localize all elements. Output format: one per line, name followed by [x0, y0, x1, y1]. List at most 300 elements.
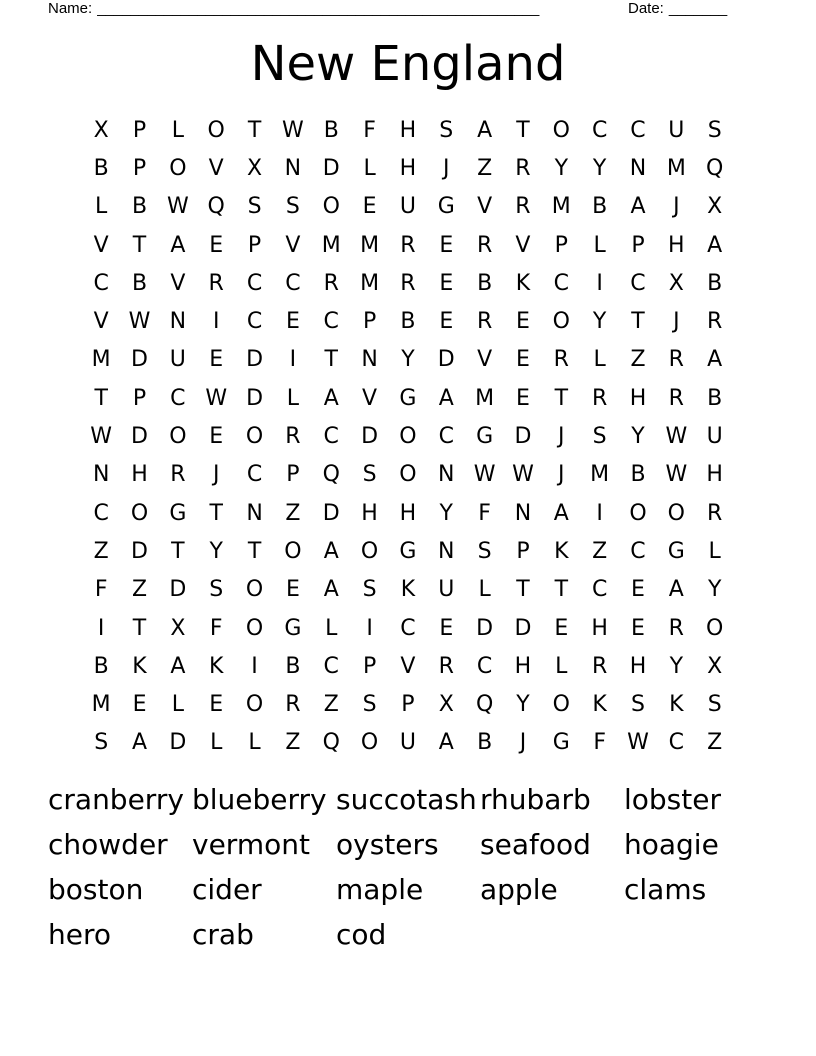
grid-letter: B: [400, 309, 416, 335]
grid-letter: H: [514, 653, 532, 679]
grid-letter: G: [399, 385, 417, 411]
grid-letter: S: [631, 692, 645, 718]
grid-letter: T: [132, 232, 147, 258]
grid-letter: B: [131, 194, 148, 220]
grid-letter: C: [246, 270, 263, 296]
grid-letter: T: [324, 347, 338, 373]
grid-letter: O: [130, 500, 149, 526]
grid-letter: E: [631, 577, 645, 603]
grid-letter: D: [514, 615, 532, 641]
grid-letter: I: [251, 653, 258, 679]
grid-letter: Z: [323, 692, 339, 718]
grid-letter: D: [131, 347, 148, 373]
grid-letter: U: [399, 194, 416, 220]
word-bank-item: oysters: [336, 828, 439, 861]
grid-letter: W: [473, 462, 496, 488]
grid-letter: K: [592, 692, 607, 718]
grid-letter: W: [205, 385, 228, 411]
word-bank-item: vermont: [192, 828, 310, 861]
grid-letter: D: [169, 730, 187, 756]
grid-letter: T: [94, 385, 108, 411]
grid-letter: L: [95, 194, 108, 220]
grid-letter: A: [323, 577, 339, 603]
grid-letter: B: [323, 117, 339, 143]
grid-letter: E: [439, 270, 454, 296]
grid-letter: B: [592, 194, 608, 220]
grid-letter: H: [399, 155, 417, 181]
grid-letter: C: [400, 615, 416, 641]
grid-letter: J: [558, 424, 565, 450]
grid-letter: A: [170, 232, 186, 258]
word-bank-item: crab: [192, 918, 254, 951]
grid-letter: E: [285, 577, 300, 603]
grid-letter: E: [209, 692, 224, 718]
grid-letter: E: [516, 385, 530, 411]
grid-letter: L: [171, 692, 184, 718]
grid-letter: M: [91, 347, 111, 373]
grid-letter: D: [322, 155, 340, 181]
grid-letter: J: [558, 462, 565, 488]
grid-letter: Q: [475, 692, 494, 718]
grid-letter: A: [323, 385, 339, 411]
grid-letter: Y: [669, 653, 684, 679]
grid-letter: H: [629, 653, 647, 679]
name-blank: _____________________________________________________: [97, 0, 540, 17]
grid-letter: X: [668, 270, 684, 296]
grid-letter: Z: [477, 155, 493, 181]
grid-letter: T: [516, 117, 530, 143]
grid-letter: N: [169, 309, 187, 335]
grid-letter: L: [286, 385, 300, 411]
word-bank-item: cider: [192, 873, 262, 906]
grid-letter: R: [400, 270, 416, 296]
grid-letter: P: [362, 309, 377, 335]
grid-letter: T: [516, 577, 530, 603]
grid-letter: O: [284, 538, 302, 564]
grid-letter: G: [552, 730, 570, 756]
grid-letter: E: [516, 347, 530, 373]
grid-letter: V: [362, 385, 378, 411]
grid-letter: H: [361, 500, 378, 526]
grid-letter: G: [169, 500, 187, 526]
grid-letter: M: [321, 232, 341, 258]
grid-letter: C: [553, 270, 569, 296]
grid-letter: V: [208, 155, 224, 181]
grid-letter: S: [362, 462, 377, 488]
grid-letter: M: [551, 194, 571, 220]
grid-letter: P: [554, 232, 568, 258]
grid-letter: L: [363, 155, 376, 181]
grid-letter: O: [207, 117, 225, 143]
grid-letter: K: [515, 270, 531, 296]
grid-letter: D: [476, 615, 494, 641]
grid-letter: I: [596, 270, 603, 296]
grid-letter: R: [553, 347, 569, 373]
grid-letter: O: [245, 424, 264, 450]
grid-letter: R: [668, 347, 684, 373]
grid-letter: C: [668, 730, 685, 756]
grid-letter: E: [439, 232, 454, 258]
grid-letter: M: [91, 692, 111, 718]
grid-letter: O: [245, 692, 264, 718]
grid-letter: G: [667, 538, 685, 564]
grid-letter: O: [552, 692, 570, 718]
grid-letter: C: [323, 309, 339, 335]
grid-letter: S: [362, 692, 377, 718]
grid-letter: A: [477, 117, 493, 143]
grid-letter: Z: [131, 577, 148, 603]
grid-letter: X: [247, 155, 263, 181]
grid-letter: W: [665, 424, 688, 450]
grid-letter: O: [399, 462, 417, 488]
grid-letter: C: [93, 270, 109, 296]
grid-letter: E: [285, 309, 300, 335]
grid-letter: R: [438, 653, 454, 679]
word-bank-item: succotash: [336, 783, 477, 816]
grid-letter: I: [97, 615, 105, 641]
word-bank: [48, 777, 768, 957]
grid-letter: B: [707, 385, 723, 411]
grid-letter: Y: [209, 538, 223, 564]
grid-letter: O: [169, 424, 187, 450]
grid-letter: E: [516, 309, 530, 335]
grid-letter: T: [209, 500, 223, 526]
grid-letter: Q: [322, 730, 340, 756]
grid-letter: L: [478, 577, 491, 603]
grid-letter: S: [209, 577, 224, 603]
grid-letter: U: [706, 424, 723, 450]
word-bank-item: cod: [336, 918, 387, 951]
name-field: [48, 0, 539, 18]
grid-letter: B: [707, 270, 723, 296]
grid-letter: U: [668, 117, 685, 143]
grid-letter: A: [553, 500, 569, 526]
grid-letter: S: [94, 730, 109, 756]
grid-letter: C: [170, 385, 186, 411]
grid-letter: Q: [207, 194, 225, 220]
word-bank-item: boston: [48, 873, 144, 906]
grid-letter: B: [285, 653, 301, 679]
grid-letter: O: [552, 117, 570, 143]
grid-letter: R: [515, 155, 531, 181]
grid-letter: Z: [592, 538, 608, 564]
grid-letter: N: [438, 538, 455, 564]
grid-letter: Y: [554, 155, 569, 181]
grid-letter: C: [285, 270, 301, 296]
grid-letter: L: [708, 538, 721, 564]
grid-letter: R: [476, 232, 493, 258]
grid-letter: R: [476, 309, 493, 335]
grid-letter: Z: [93, 538, 109, 564]
grid-letter: X: [707, 653, 723, 679]
grid-letter: A: [131, 730, 148, 756]
word-search-grid: [82, 111, 734, 763]
grid-letter: I: [596, 500, 603, 526]
grid-letter: C: [630, 538, 646, 564]
grid-letter: L: [325, 615, 338, 641]
grid-letter: D: [131, 424, 148, 450]
grid-letter: Y: [592, 155, 607, 181]
grid-letter: J: [212, 462, 220, 488]
grid-letter: S: [362, 577, 377, 603]
grid-letter: L: [593, 232, 606, 258]
grid-letter: T: [554, 385, 569, 411]
grid-letter: A: [170, 653, 186, 679]
grid-letter: O: [169, 155, 187, 181]
grid-letter: Y: [401, 347, 415, 373]
grid-letter: I: [212, 309, 220, 335]
grid-letter: G: [476, 424, 494, 450]
grid-letter: C: [323, 424, 339, 450]
grid-letter: F: [478, 500, 491, 526]
grid-letter: D: [246, 347, 264, 373]
grid-letter: G: [284, 615, 302, 641]
grid-letter: Q: [322, 462, 340, 488]
grid-letter: B: [630, 462, 646, 488]
grid-letter: E: [132, 692, 147, 718]
grid-letter: C: [93, 500, 109, 526]
grid-letter: V: [477, 347, 493, 373]
grid-letter: H: [399, 500, 417, 526]
grid-letter: O: [552, 309, 570, 335]
grid-letter: H: [399, 117, 417, 143]
grid-letter: F: [209, 615, 223, 641]
word-bank-item: rhubarb: [480, 783, 591, 816]
grid-letter: A: [630, 194, 646, 220]
grid-letter: M: [590, 462, 610, 488]
grid-letter: R: [668, 385, 684, 411]
header-fields: [48, 0, 748, 20]
grid-letter: B: [131, 270, 148, 296]
word-bank-item: hero: [48, 918, 111, 951]
grid-letter: R: [208, 270, 224, 296]
grid-letter: U: [399, 730, 416, 756]
grid-letter: P: [132, 155, 147, 181]
grid-letter: G: [399, 538, 417, 564]
grid-letter: E: [631, 615, 645, 641]
grid-letter: T: [132, 615, 147, 641]
grid-letter: Q: [706, 155, 724, 181]
grid-letter: H: [706, 462, 723, 488]
grid-letter: B: [93, 653, 109, 679]
grid-letter: S: [707, 692, 722, 718]
grid-letter: W: [627, 730, 649, 756]
grid-letter: J: [673, 194, 680, 220]
grid-letter: T: [171, 538, 185, 564]
word-bank-item: chowder: [48, 828, 168, 861]
grid-letter: R: [285, 692, 301, 718]
grid-letter: E: [209, 424, 224, 450]
grid-letter: I: [289, 347, 297, 373]
grid-letter: H: [668, 232, 685, 258]
grid-letter: O: [360, 730, 379, 756]
grid-letter: F: [94, 577, 108, 603]
grid-letter: R: [400, 232, 416, 258]
grid-letter: C: [246, 462, 263, 488]
grid-letter: Y: [439, 500, 453, 526]
word-bank-item: apple: [480, 873, 558, 906]
grid-letter: R: [707, 500, 723, 526]
grid-letter: R: [285, 424, 301, 450]
grid-letter: Z: [285, 500, 301, 526]
grid-letter: B: [477, 270, 493, 296]
grid-letter: G: [437, 194, 455, 220]
grid-letter: D: [322, 500, 340, 526]
grid-letter: H: [131, 462, 148, 488]
grid-letter: V: [400, 653, 416, 679]
grid-letter: P: [286, 462, 300, 488]
grid-letter: F: [593, 730, 606, 756]
grid-letter: C: [438, 424, 454, 450]
grid-letter: L: [593, 347, 606, 373]
grid-letter: Z: [285, 730, 301, 756]
grid-letter: D: [514, 424, 532, 450]
page-title: New England: [250, 36, 566, 92]
grid-letter: T: [247, 117, 262, 143]
grid-letter: S: [477, 538, 492, 564]
grid-letter: V: [93, 232, 109, 258]
grid-letter: E: [362, 194, 377, 220]
grid-letter: N: [284, 155, 302, 181]
grid-letter: O: [629, 500, 647, 526]
grid-letter: X: [438, 692, 454, 718]
grid-letter: Z: [707, 730, 723, 756]
grid-letter: C: [476, 653, 493, 679]
grid-letter: U: [169, 347, 186, 373]
grid-letter: X: [707, 194, 723, 220]
grid-letter: A: [707, 347, 723, 373]
grid-letter: D: [131, 538, 148, 564]
grid-letter: Y: [707, 577, 722, 603]
grid-letter: Y: [516, 692, 530, 718]
grid-letter: T: [247, 538, 262, 564]
grid-letter: P: [516, 538, 530, 564]
grid-letter: P: [401, 692, 415, 718]
grid-letter: H: [591, 615, 608, 641]
grid-letter: O: [360, 538, 379, 564]
word-bank-item: clams: [624, 873, 707, 906]
grid-letter: T: [631, 309, 645, 335]
grid-letter: C: [630, 117, 646, 143]
word-bank-item: cranberry: [48, 783, 184, 816]
grid-letter: W: [282, 117, 304, 143]
grid-letter: S: [707, 117, 722, 143]
grid-letter: M: [360, 232, 380, 258]
grid-letter: R: [323, 270, 339, 296]
word-bank-item: seafood: [480, 828, 591, 861]
grid-letter: V: [515, 232, 531, 258]
grid-letter: L: [171, 117, 184, 143]
grid-letter: S: [247, 194, 262, 220]
grid-letter: O: [322, 194, 340, 220]
grid-letter: H: [629, 385, 647, 411]
grid-letter: J: [519, 730, 527, 756]
grid-letter: I: [366, 615, 373, 641]
grid-letter: P: [132, 385, 147, 411]
grid-letter: E: [439, 309, 454, 335]
grid-letter: W: [128, 309, 151, 335]
grid-letter: K: [669, 692, 684, 718]
grid-letter: V: [285, 232, 301, 258]
grid-letter: P: [132, 117, 147, 143]
grid-letter: E: [439, 615, 454, 641]
grid-letter: U: [438, 577, 455, 603]
grid-letter: R: [591, 653, 608, 679]
grid-letter: J: [673, 309, 680, 335]
grid-letter: R: [591, 385, 608, 411]
grid-letter: O: [706, 615, 724, 641]
grid-letter: S: [439, 117, 454, 143]
grid-letter: E: [554, 615, 569, 641]
grid-letter: C: [630, 270, 646, 296]
grid-letter: O: [399, 424, 417, 450]
grid-letter: C: [246, 309, 263, 335]
grid-letter: T: [554, 577, 569, 603]
word-bank-item: maple: [336, 873, 424, 906]
grid-letter: K: [208, 653, 224, 679]
date-label: Date:: [628, 0, 664, 17]
grid-letter: L: [555, 653, 568, 679]
grid-letter: R: [170, 462, 186, 488]
grid-letter: A: [438, 385, 454, 411]
grid-letter: C: [591, 577, 608, 603]
grid-letter: D: [361, 424, 379, 450]
grid-letter: L: [248, 730, 261, 756]
date-blank: _______: [668, 0, 728, 17]
grid-letter: C: [323, 653, 339, 679]
grid-letter: M: [360, 270, 380, 296]
grid-letter: W: [166, 194, 189, 220]
grid-letter: P: [362, 653, 377, 679]
grid-letter: J: [443, 155, 450, 181]
grid-letter: M: [475, 385, 495, 411]
grid-letter: E: [209, 347, 224, 373]
grid-letter: L: [210, 730, 223, 756]
grid-letter: X: [170, 615, 186, 641]
name-label: Name:: [48, 0, 93, 17]
grid-letter: D: [246, 385, 264, 411]
grid-letter: B: [93, 155, 109, 181]
grid-letter: S: [592, 424, 607, 450]
grid-letter: O: [245, 615, 264, 641]
grid-letter: N: [438, 462, 455, 488]
grid-letter: K: [400, 577, 416, 603]
grid-letter: E: [209, 232, 224, 258]
grid-letter: V: [93, 309, 109, 335]
grid-letter: A: [668, 577, 684, 603]
grid-letter: R: [668, 615, 684, 641]
grid-letter: A: [707, 232, 723, 258]
grid-letter: N: [92, 462, 110, 488]
grid-letter: C: [591, 117, 608, 143]
grid-letter: W: [665, 462, 688, 488]
grid-letter: R: [515, 194, 531, 220]
grid-letter: V: [170, 270, 186, 296]
grid-letter: P: [247, 232, 262, 258]
word-bank-item: blueberry: [192, 783, 327, 816]
grid-letter: Y: [631, 424, 645, 450]
word-bank-item: lobster: [624, 783, 721, 816]
grid-letter: Y: [592, 309, 607, 335]
grid-letter: N: [514, 500, 532, 526]
grid-letter: A: [323, 538, 339, 564]
grid-letter: V: [477, 194, 493, 220]
grid-letter: S: [285, 194, 300, 220]
grid-letter: P: [631, 232, 645, 258]
grid-letter: R: [707, 309, 723, 335]
grid-letter: F: [363, 117, 376, 143]
grid-letter: W: [90, 424, 113, 450]
